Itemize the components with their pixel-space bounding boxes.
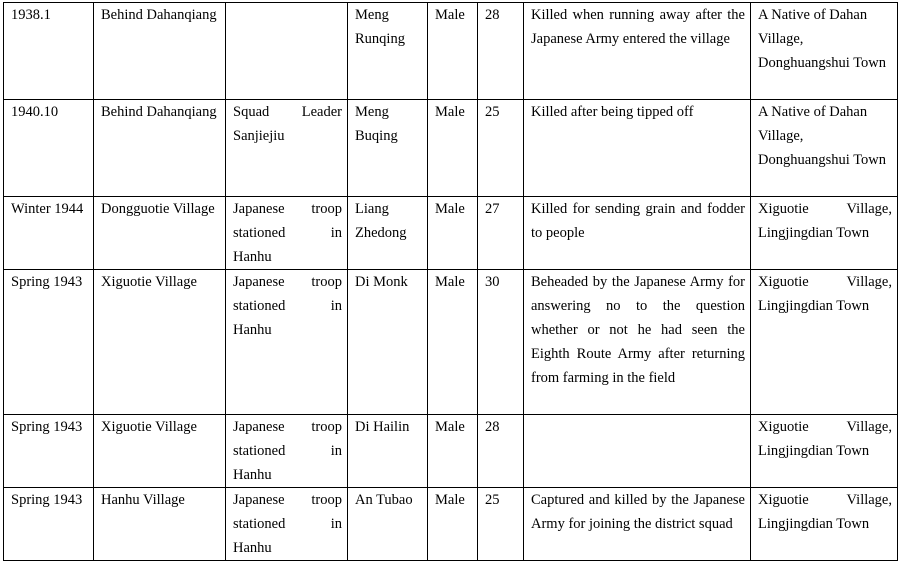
table-row [4,270,898,415]
perpetrator-cell: Squad Leader Sanjiejiu [226,100,348,197]
table-row [4,100,898,197]
circumstance-cell: Killed for sending grain and fodder to people [524,197,751,270]
name-cell: An Tubao [348,488,428,561]
age-cell: 27 [478,197,524,270]
date-cell: 1940.10 [4,100,94,197]
circumstance-cell: Captured and killed by the Japanese Army for joining the district squad [524,488,751,561]
perpetrator-cell [226,3,348,100]
place-cell: Behind Dahanqiang [94,3,226,100]
date-cell: Spring 1943 [4,270,94,415]
perpetrator-cell: Japanese troop stationed in Hanhu [226,197,348,270]
age-cell: 25 [478,100,524,197]
place-cell: Dongguotie Village [94,197,226,270]
gender-cell: Male [428,270,478,415]
table-row [4,415,898,488]
gender-cell: Male [428,488,478,561]
origin-cell: Xiguotie Village, Lingjingdian Town [751,415,898,488]
name-cell: Liang Zhedong [348,197,428,270]
date-cell: Spring 1943 [4,488,94,561]
gender-cell: Male [428,100,478,197]
origin-cell: Xiguotie Village, Lingjingdian Town [751,488,898,561]
place-cell: Xiguotie Village [94,270,226,415]
circumstance-cell: Beheaded by the Japanese Army for answering no to the question whether or not he had seen the Eighth Route Army after returning from farming in the field [524,270,751,415]
circumstance-cell: Killed when running away after the Japanese Army entered the village [524,3,751,100]
circumstance-cell [524,415,751,488]
date-cell: 1938.1 [4,3,94,100]
table-row [4,3,898,100]
gender-cell: Male [428,197,478,270]
place-cell: Behind Dahanqiang [94,100,226,197]
name-cell: Meng Runqing [348,3,428,100]
origin-cell: Xiguotie Village, Lingjingdian Town [751,197,898,270]
origin-cell: A Native of Dahan Village, Donghuangshui Town [751,100,898,197]
perpetrator-cell: Japanese troop stationed in Hanhu [226,270,348,415]
age-cell: 25 [478,488,524,561]
name-cell: Meng Buqing [348,100,428,197]
perpetrator-cell: Japanese troop stationed in Hanhu [226,415,348,488]
origin-cell: Xiguotie Village, Lingjingdian Town [751,270,898,415]
gender-cell: Male [428,415,478,488]
age-cell: 28 [478,415,524,488]
gender-cell: Male [428,3,478,100]
origin-cell: A Native of Dahan Village, Donghuangshui Town [751,3,898,100]
name-cell: Di Monk [348,270,428,415]
date-cell: Winter 1944 [4,197,94,270]
table-row [4,197,898,270]
victims-table [3,2,898,561]
place-cell: Xiguotie Village [94,415,226,488]
age-cell: 30 [478,270,524,415]
circumstance-cell: Killed after being tipped off [524,100,751,197]
age-cell: 28 [478,3,524,100]
table-row [4,488,898,561]
place-cell: Hanhu Village [94,488,226,561]
perpetrator-cell: Japanese troop stationed in Hanhu [226,488,348,561]
name-cell: Di Hailin [348,415,428,488]
date-cell: Spring 1943 [4,415,94,488]
